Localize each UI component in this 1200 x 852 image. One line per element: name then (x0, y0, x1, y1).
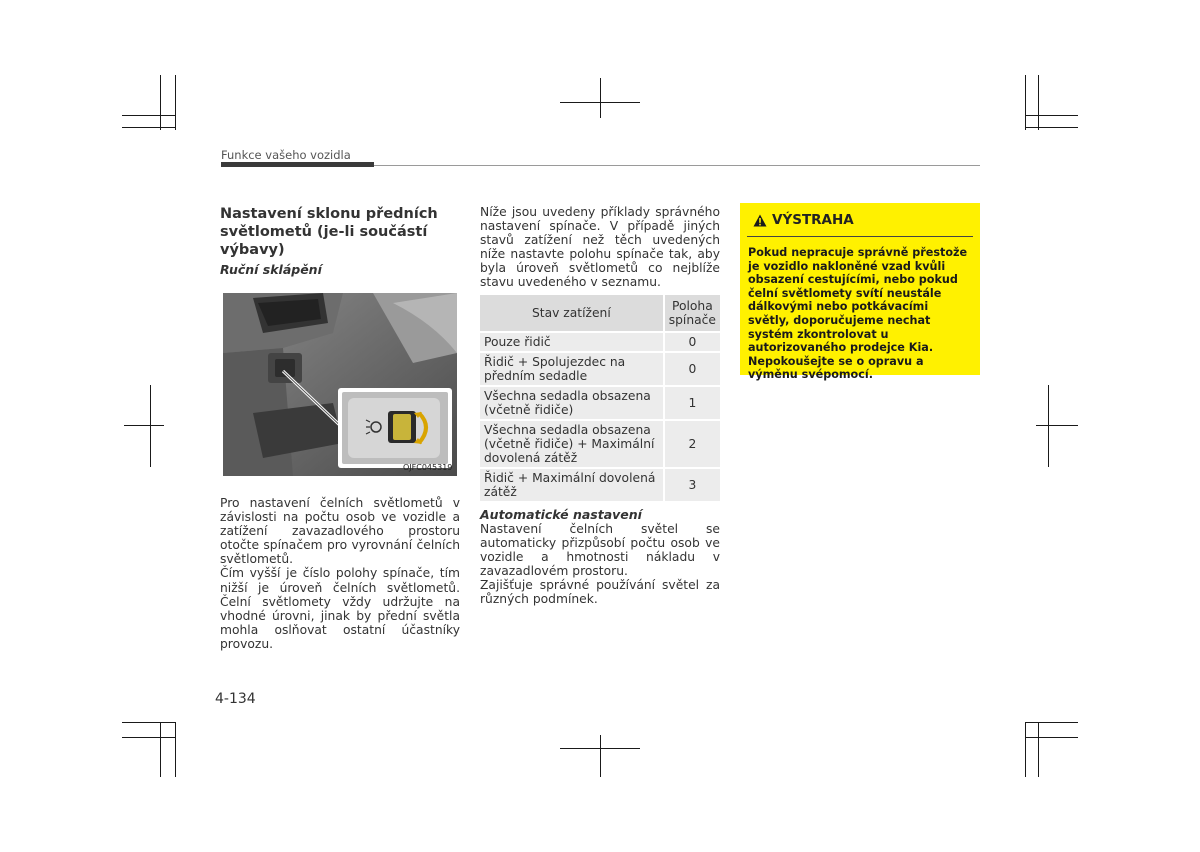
crop-mark (122, 127, 175, 128)
crop-mark (122, 737, 175, 738)
crop-mark (600, 735, 601, 777)
section-header-title: Funkce vašeho vozidla (221, 148, 351, 162)
table-row (480, 352, 720, 386)
column-header-load: Stav zatížení (480, 295, 664, 332)
load-cell: Řidič + Maximální dovolená zátěž (480, 468, 664, 502)
page-number: 4-134 (215, 691, 256, 707)
heading-line: výbavy) (220, 242, 285, 258)
crop-mark (1025, 722, 1026, 777)
auto-body-text (480, 522, 720, 607)
position-cell: 2 (664, 420, 720, 468)
crop-mark (560, 748, 640, 749)
crop-mark (1025, 127, 1078, 128)
crop-mark (1025, 737, 1078, 738)
header-bar (221, 162, 374, 167)
headlamp-switch-photo (223, 293, 457, 476)
warning-paragraph: Nepokoušejte se o opravu a výměnu svépomocí. (748, 354, 924, 382)
position-cell: 0 (664, 332, 720, 352)
crop-mark (150, 385, 151, 467)
crop-mark (1038, 75, 1039, 130)
crop-mark (1048, 385, 1049, 467)
section-heading (220, 205, 460, 259)
warning-title: VÝSTRAHA (772, 212, 854, 228)
table-header-row (480, 295, 720, 332)
manual-subheading: Ruční sklápění (220, 262, 322, 277)
load-position-table (480, 295, 720, 503)
crop-mark (1025, 115, 1078, 116)
warning-paragraph: Pokud nepracuje správně přestože je vozidlo nakloněné vzad kvůli obsazení cestujícími, nebo pokud čelní světlomety svítí neustále dálkovými nebo potkávacími světly, doporučujeme nechat systém zkontrolovat u autorizovaného prodejce Kia. (748, 246, 968, 355)
photo-code: OJFC045319 (403, 463, 453, 472)
crop-mark (124, 425, 164, 426)
dashboard-illustration (223, 293, 457, 476)
paragraph: Čím vyšší je číslo polohy spínače, tím nižší je úroveň čelních světlometů. Čelní světlomety vždy udržujte na vhodné úrovni, jinak by přední světla mohla oslňovat ostatní účastníky provozu. (220, 566, 460, 651)
crop-mark (560, 102, 640, 103)
position-cell: 0 (664, 352, 720, 386)
crop-mark (175, 722, 176, 777)
intro-paragraph: Níže jsou uvedeny příklady správného nastavení spínače. V případě jiných stavů zatížení než těch uvedených níže nastavte polohu spínače tak, aby byla úroveň světlometů co nejblíže stavu uvedeného v seznamu. (480, 205, 720, 290)
paragraph: Pro nastavení čelních světlometů v závislosti na počtu osob ve vozidle a zatížení zavazadlového prostoru otočte spínačem pro vyrovnání čelních světlometů. (220, 496, 460, 567)
column-header-position: Poloha spínače (664, 295, 720, 332)
position-cell: 3 (664, 468, 720, 502)
crop-mark (160, 75, 161, 130)
paragraph: Zajišťuje správné používání světel za různých podmínek. (480, 578, 720, 607)
warning-text (748, 246, 972, 382)
crop-mark (122, 722, 175, 723)
load-cell: Všechna sedadla obsazena (včetně řidiče) + Maximální dovolená zátěž (480, 420, 664, 468)
crop-mark (1025, 75, 1026, 130)
table-row (480, 420, 720, 468)
crop-mark (175, 75, 176, 130)
crop-mark (122, 115, 175, 116)
table-row (480, 468, 720, 502)
warning-triangle-icon (753, 214, 767, 227)
crop-mark (1025, 722, 1078, 723)
warning-box (740, 203, 980, 382)
table-row (480, 386, 720, 420)
load-cell: Řidič + Spolujezdec na předním sedadle (480, 352, 664, 386)
heading-line: Nastavení sklonu předních (220, 206, 438, 222)
warning-divider (747, 236, 973, 237)
heading-line: světlometů (je-li součástí (220, 224, 428, 240)
position-cell: 1 (664, 386, 720, 420)
load-cell: Pouze řidič (480, 332, 664, 352)
table-row (480, 332, 720, 352)
crop-mark (160, 722, 161, 777)
load-cell: Všechna sedadla obsazena (včetně řidiče) (480, 386, 664, 420)
left-body-text (220, 496, 460, 651)
paragraph: Nastavení čelních světel se automaticky přizpůsobí počtu osob ve vozidle a hmotnosti nákladu v zavazadlovém prostoru. (480, 522, 720, 579)
crop-mark (600, 78, 601, 118)
warning-header (753, 212, 854, 228)
crop-mark (1036, 425, 1078, 426)
auto-subheading: Automatické nastavení (480, 507, 642, 522)
header-rule (374, 165, 980, 166)
crop-mark (1038, 722, 1039, 777)
